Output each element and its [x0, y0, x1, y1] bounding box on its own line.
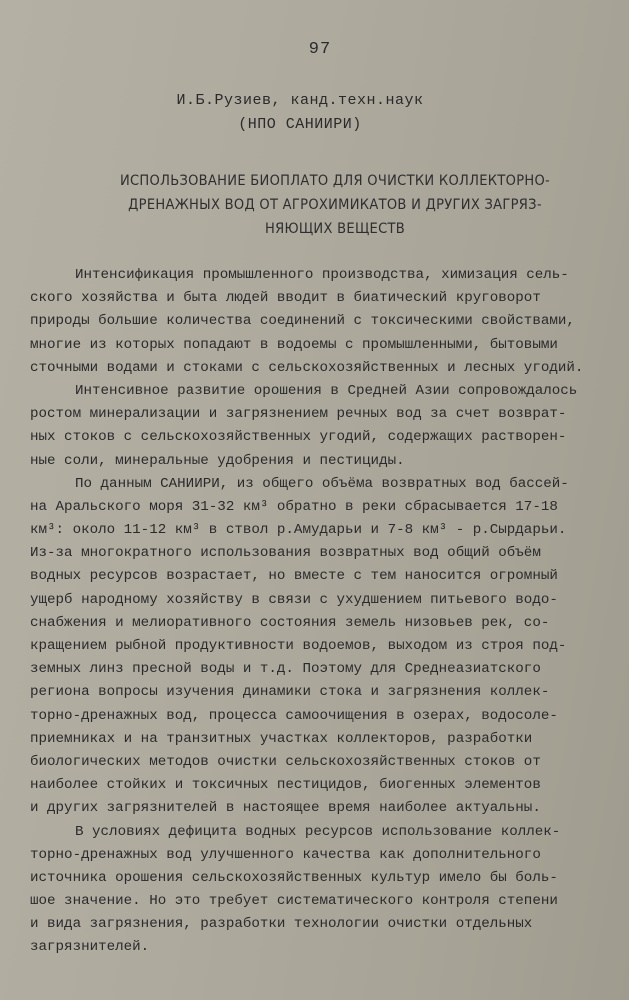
body-line: приемниках и на транзитных участках коллекторов, разработки	[30, 730, 533, 747]
body-line: на Аральского моря 31-32 км³ обратно в реки сбрасывается 17-18	[30, 498, 558, 515]
body-line: шое значение. Но это требует систематического контроля степени	[30, 893, 558, 910]
body-line: Интенсивное развитие орошения в Средней Азии сопровождалось	[75, 382, 578, 399]
body-line: ные соли, минеральные удобрения и пестициды.	[30, 452, 405, 469]
body-line: водных ресурсов возрастает, но вместе с тем наносится огромный	[30, 568, 558, 585]
article-title-line-2: ДРЕНАЖНЫХ ВОД ОТ АГРОХИМИКАТОВ И ДРУГИХ ЗАГРЯЗ-	[128, 197, 542, 213]
body-line: В условиях дефицита водных ресурсов использование коллек-	[75, 823, 561, 840]
body-line: земных линз пресной воды и т.д. Поэтому для Среднеазиатского	[30, 661, 541, 678]
body-line: Интенсификация промышленного производства, химизация сель-	[75, 267, 569, 283]
body-line: наиболее стойких и токсичных пестицидов, биогенных элементов	[30, 777, 541, 794]
page-number: 97	[308, 40, 332, 59]
author-affiliation: (НПО САНИИРИ)	[238, 116, 362, 133]
body-line: ущерб народному хозяйству в связи с ухудшением питьевого водо-	[30, 591, 558, 608]
article-title-line-1: ИСПОЛЬЗОВАНИЕ БИОПЛАТО ДЛЯ ОЧИСТКИ КОЛЛЕКТОРНО-	[119, 173, 551, 189]
body-line: ского хозяйства и быта людей вводит в биатический круговорот	[30, 290, 541, 307]
author-name: И.Б.Рузиев, канд.техн.наук	[176, 92, 424, 109]
body-line: источника орошения сельскохозяйственных культур имело бы боль-	[30, 869, 558, 886]
body-line: Из-за многократного использования возвратных вод общий объём	[30, 545, 541, 562]
body-line: загрязнителей.	[30, 939, 150, 956]
body-line: торно-дренажных вод улучшенного качества как дополнительного	[30, 846, 541, 863]
body-line: По данным САНИИРИ, из общего объёма возвратных вод бассей-	[75, 475, 569, 492]
body-line: ных стоков с сельскохозяйственных угодий, содержащих растворен-	[30, 429, 567, 446]
body-line: кращением рыбной продуктивности водоемов, выходом из строя под-	[30, 638, 567, 654]
body-line: торно-дренажных вод, процесса самоочищения в озерах, водосоле-	[30, 707, 558, 724]
article-body	[30, 264, 620, 960]
body-line: региона вопросы изучения динамики стока и загрязнения коллек-	[30, 684, 550, 701]
body-line: снабжения и мелиоративного состояния земель низовьев рек, со-	[30, 614, 550, 631]
body-line: сточными водами и стоками с сельскохозяйственных и лесных угодий.	[30, 359, 584, 376]
body-line: и других загрязнителей в настоящее время наиболее актуальны.	[30, 800, 541, 817]
body-line: и вида загрязнения, разработки технологии очистки отдельных	[30, 916, 533, 933]
article-title-line-3: НЯЮЩИХ ВЕЩЕСТВ	[265, 221, 405, 237]
body-line: природы большие количества соединений с токсическими свойствами,	[30, 313, 575, 330]
body-line: км³: около 11-12 км³ в ствол р.Амударьи и 7-8 км³ - р.Сырдарьи.	[30, 522, 567, 539]
body-line: многие из которых попадают в водоемы с промышленными, бытовыми	[30, 336, 558, 353]
body-line: биологических методов очистки сельскохозяйственных стоков от	[30, 753, 541, 770]
body-line: ростом минерализации и загрязнением речных вод за счет возврат-	[30, 406, 567, 423]
